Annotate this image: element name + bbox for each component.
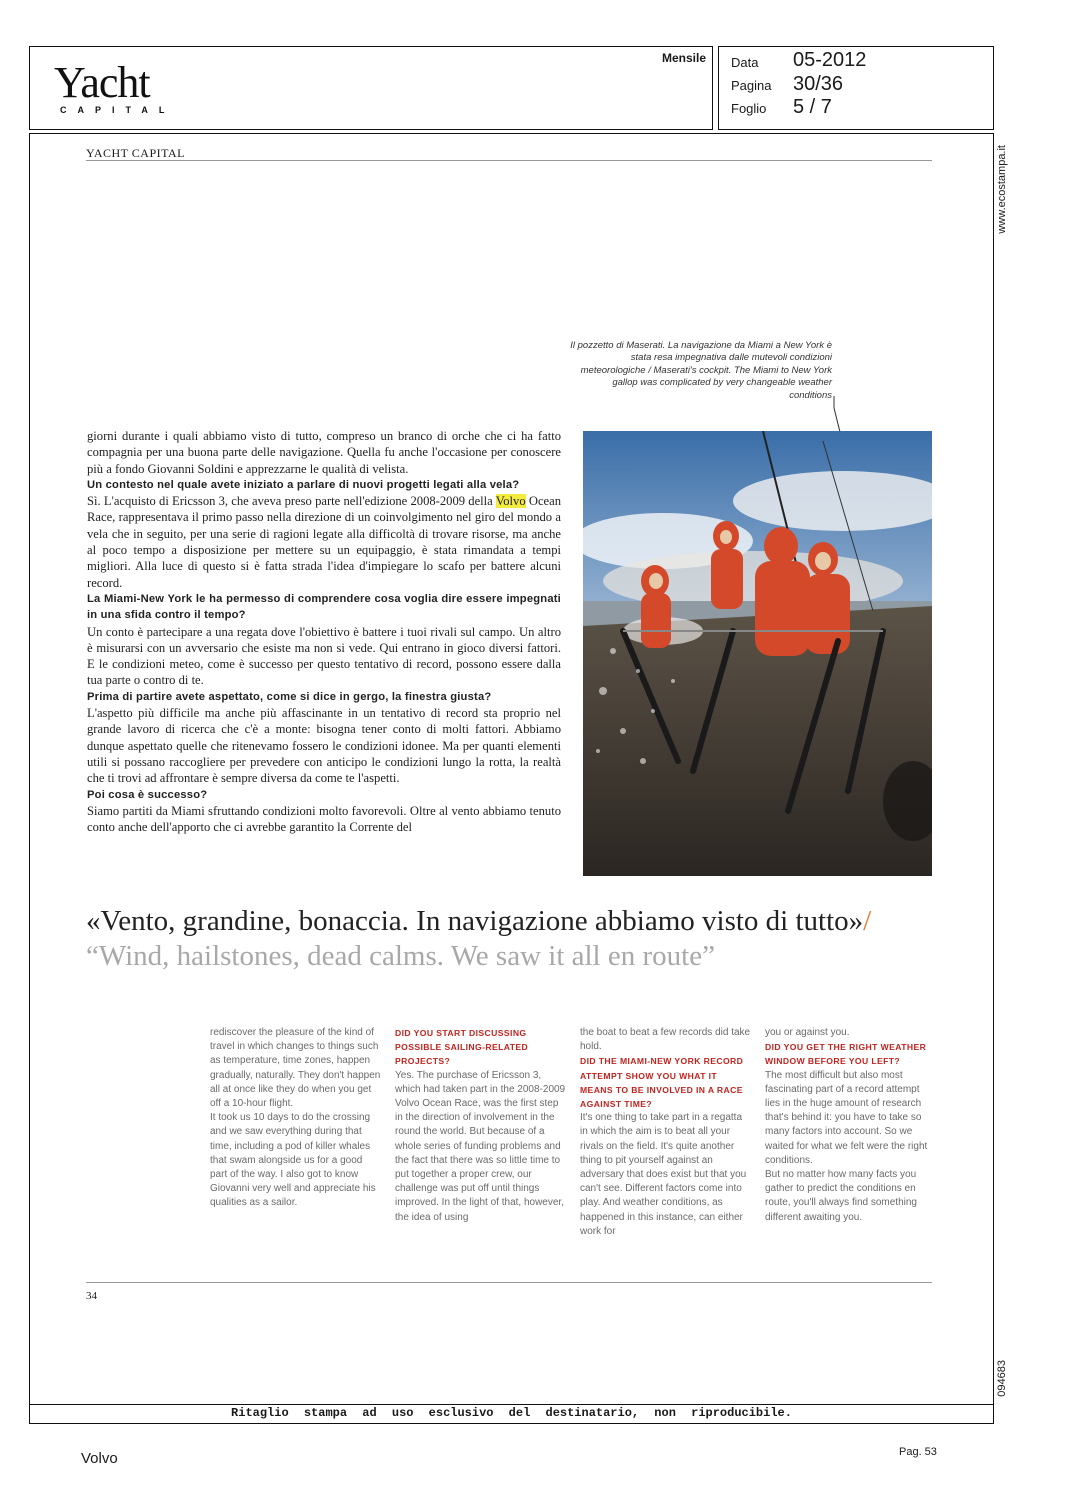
reproduction-notice: Ritaglio stampa ad uso esclusivo del destinatario, non riproducibile. [231,1406,792,1420]
photo-caption: Il pozzetto di Maserati. La navigazione da Miami a New York è stata resa impegnativa dalle mutevoli condizioni meteorologiche / Maserati's cockpit. The Miami to New York gallop was complicated by very changeable weather conditions [570,340,832,401]
paragraph: Sì. L'acquisto di Ericsson 3, che aveva preso parte nell'edizione 2008-2009 della Volvo Ocean Race, rappresentava il primo passo nella direzione di un coinvolgimento nel giro del mondo a vela che in seguito, per una serie di ragioni legate alla difficoltà di trovare risorse, ma anche al poco tempo a disposizione per mettere su un equipaggio, è stata rimandata a tempi migliori. Alla luce di questo si è fatta strada l'idea d'impiegare lo scafo per battere alcuni record. [87,494,562,590]
pull-quote-italian: «Vento, grandine, bonaccia. In navigazione abbiamo visto di tutto»/ [86,905,872,937]
english-column-4 [765,1026,937,1225]
sailing-photo [583,431,932,876]
clip-page: Pag. 53 [899,1446,937,1458]
footer-rule [29,1404,994,1405]
frequency-label: Mensile [661,51,706,65]
side-code: 094683 [996,1360,1008,1397]
paragraph: The most difficult but also most fascinating part of a record attempt lies in the huge amount of research that's behind it: you have to take so many factors into account. So we waited for what we felt were the right conditions. [765,1069,928,1166]
paragraph: you or against you. [765,1027,850,1038]
sheet-label: Foglio [731,101,767,116]
highlighted-keyword: Volvo [495,494,526,509]
paragraph: giorni durante i quali abbiamo visto di tutto, compreso un branco di orche che ci ha fatto compagnia per una buona parte delle navigazione. Quella fu anche l'occasione per conoscere più a fondo Giovanni Soldini e apprezzarne le qualità di velista. [87,429,561,476]
bottom-rule [86,1282,932,1283]
masthead-box [29,46,713,130]
pull-quote-english: “Wind, hailstones, dead calms. We saw it all en route” [86,940,715,972]
english-column-2 [395,1026,567,1225]
english-column-1 [210,1026,382,1211]
question: La Miami-New York le ha permesso di comprendere cosa voglia dire essere impegnati in una sfida contro il tempo? [87,592,561,622]
question: DID THE MIAMI-NEW YORK RECORD ATTEMPT SHOW YOU WHAT IT MEANS TO BE INVOLVED IN A RACE AGAINST TIME? [580,1056,744,1110]
paragraph: Un conto è partecipare a una regata dove l'obiettivo è battere i tuoi rivali sul campo. Un altro è misurarsi con un avversario che esiste ma non si vede. Qui entrano in gioco diversi fattori. E le condizioni meteo, come è successo per questo tentativo di record, possono essere dalla tua parte o contro di te. [87,624,561,688]
page-label: Pagina [731,78,772,93]
italian-body [87,428,561,835]
question: Un contesto nel quale avete iniziato a parlare di nuovi progetti legati alla vela? [87,478,520,491]
question: Poi cosa è successo? [87,788,208,801]
paragraph: L'aspetto più difficile ma anche più affascinante in un tentativo di record sta proprio nel grande lavoro di ricerca che c'è a monte: bisogna tener conto di molti fattori. Abbiamo dunque aspettato quelle che ritenevamo fossero le condizioni idonee. Ma per quanti elementi utili si possano raccogliere per prevedere con anticipo le condizioni lungo la rotta, la realtà che ti trovi ad affrontare è sempre diversa da come te l'aspetti. [87,706,561,786]
question: DID YOU START DISCUSSING POSSIBLE SAILING-RELATED PROJECTS? [395,1028,529,1067]
side-url: www.ecostampa.it [996,145,1008,234]
paragraph: Siamo partiti da Miami sfruttando condizioni molto favorevoli. Oltre al vento abbiamo tenuto conto anche dell'apporto che ci avrebbe garantito la Corrente del [87,803,561,835]
logo-yacht: Yacht [54,58,150,107]
paragraph: It took us 10 days to do the crossing and we saw everything during that time, including a pod of killer whales that swam alongside us for a good part of the way. I also got to know Giovanni very well and appreciate his qualities as a sailor. [210,1112,376,1209]
english-column-3 [580,1026,752,1239]
logo-capital: CAPITAL [60,105,176,115]
date-label: Data [731,55,759,70]
paragraph: Yes. The purchase of Ericsson 3, which had taken part in the 2008-2009 Volvo Ocean Race, was the first step in the direction of involvement in the round the world. But because of a whole series of funding problems and the fact that there was so little time to put together a proper crew, our challenge was put off until things improved. In the light of that, however, the idea of using [395,1069,566,1223]
date-info-box [718,46,994,130]
question: DID YOU GET THE RIGHT WEATHER WINDOW BEFORE YOU LEFT? [765,1042,927,1067]
magazine-name: YACHT CAPITAL [86,146,185,160]
clip-keyword: Volvo [81,1450,118,1467]
paragraph: But no matter how many facts you gather to predict the conditions en route, you'll always find something different awaiting you. [765,1169,917,1223]
sheet-value: 5 / 7 [793,96,832,118]
date-value: 05-2012 [793,49,867,71]
paragraph: It's one thing to take part in a regatta in which the aim is to beat all your rivals on the field. It's quite another thing to pit yourself against an adversary that does exist but that you can't see. Different factors come into play. And weather conditions, as happened in this instance, can either work for [580,1112,747,1237]
paragraph: rediscover the pleasure of the kind of travel in which changes to things such as temperature, time zones, happen gradually, naturally. They don't happen all at once like they do when you get off a 10-hour flight. [210,1027,381,1110]
top-rule [86,160,932,161]
question: Prima di partire avete aspettato, come si dice in gergo, la finestra giusta? [87,690,492,703]
page-value: 30/36 [793,73,844,95]
paragraph: the boat to beat a few records did take hold. [580,1027,751,1053]
page-number: 34 [86,1290,97,1302]
